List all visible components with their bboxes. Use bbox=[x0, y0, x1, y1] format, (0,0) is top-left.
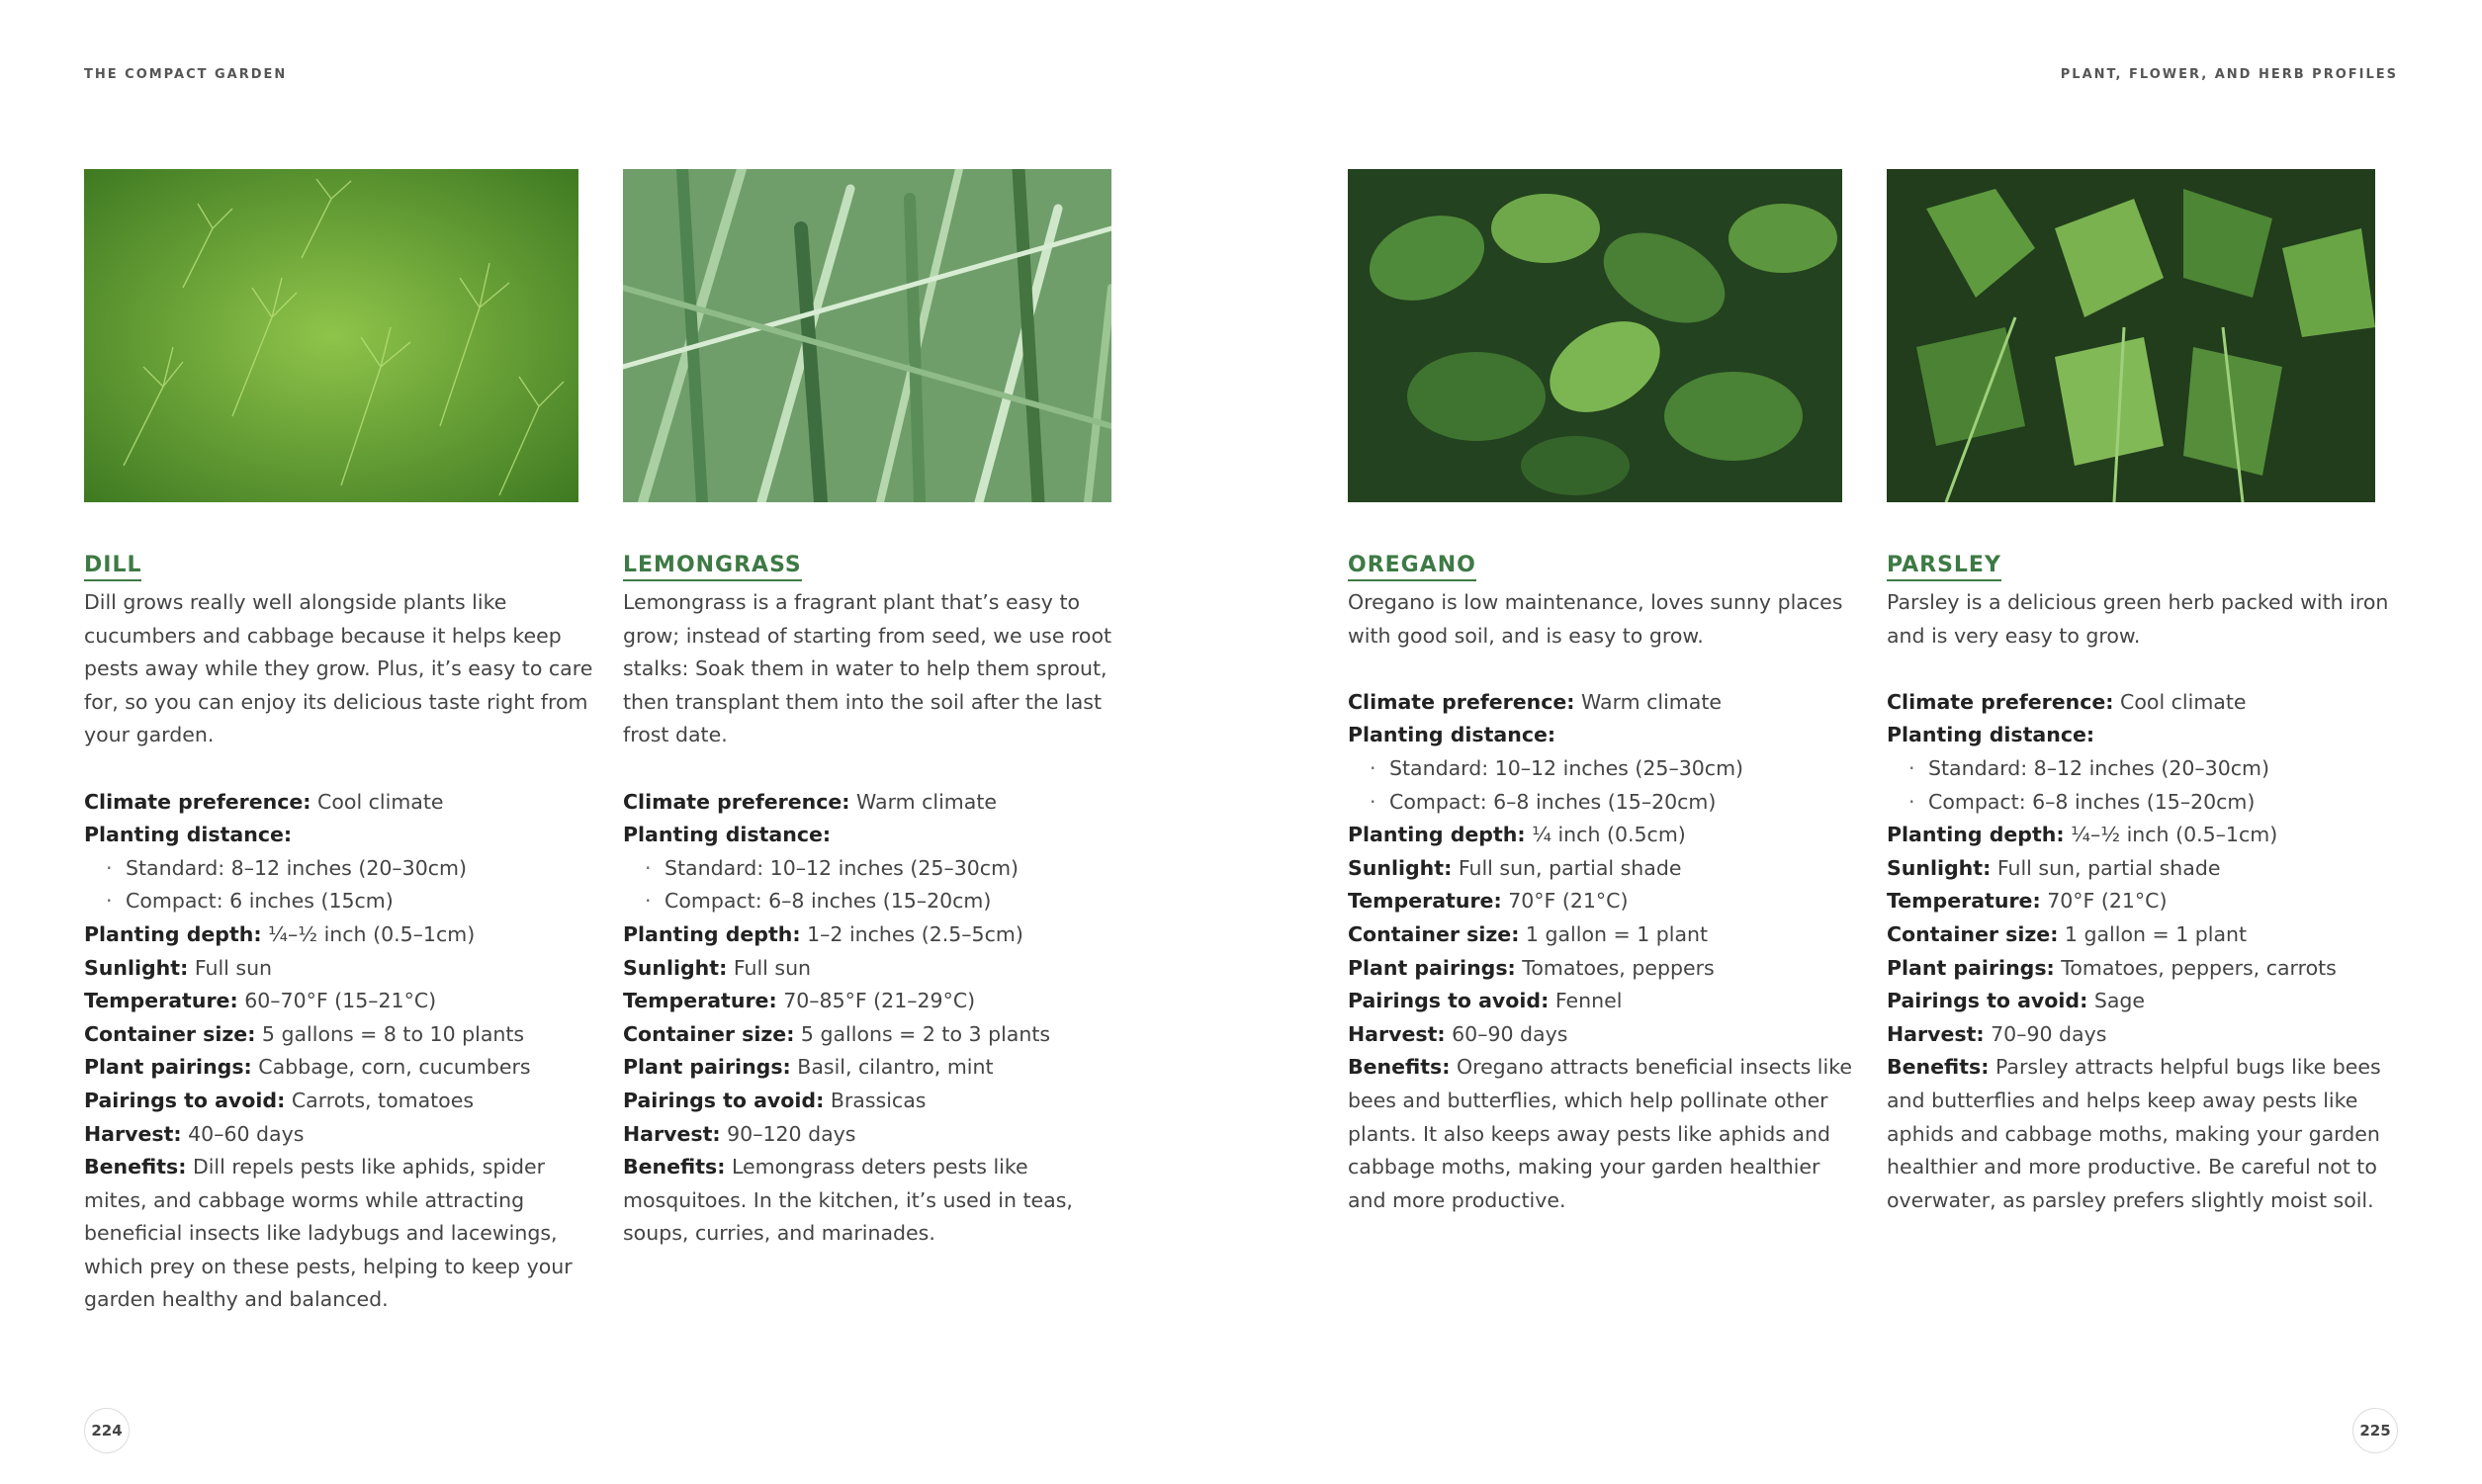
running-head-section-title: PLANT, FLOWER, AND HERB PROFILES bbox=[2060, 67, 2398, 82]
lemongrass-depth: Planting depth: 1–2 inches (2.5–5cm) bbox=[623, 921, 1023, 946]
lemongrass-harvest: Harvest: 90–120 days bbox=[623, 1121, 856, 1146]
oregano-container: Container size: 1 gallon = 1 plant bbox=[1348, 921, 1709, 946]
dill-sunlight: Sunlight: Full sun bbox=[84, 955, 273, 980]
list-item: · Compact: 6 inches (15cm) bbox=[106, 885, 598, 918]
lemongrass-profile bbox=[623, 549, 1137, 1251]
parsley-climate: Climate preference: Cool climate bbox=[1887, 689, 2247, 714]
lemongrass-heading: LEMONGRASS bbox=[623, 553, 802, 581]
parsley-distance-label: Planting distance: bbox=[1887, 723, 2095, 747]
dill-benefits: Benefits: Dill repels pests like aphids, spider mites, and cabbage worms while attracting beneficial insects like ladybugs and lacewings, which prey on these pests, helping to keep your garden healthy and balanced. bbox=[84, 1155, 573, 1312]
lemongrass-intro: Lemongrass is a fragrant plant that’s easy to grow; instead of starting from seed, we use root stalks: Soak them in water to help them sprout, then transplant them into the soil after the last frost date. bbox=[623, 590, 1112, 747]
dill-pairings: Plant pairings: Cabbage, corn, cucumbers bbox=[84, 1055, 531, 1080]
dill-avoid: Pairings to avoid: Carrots, tomatoes bbox=[84, 1088, 475, 1112]
lemongrass-distance-label: Planting distance: bbox=[623, 823, 832, 847]
lemongrass-photo bbox=[623, 169, 1111, 502]
dill-distance-label: Planting distance: bbox=[84, 823, 293, 847]
parsley-harvest: Harvest: 70–90 days bbox=[1887, 1021, 2107, 1046]
parsley-pairings: Plant pairings: Tomatoes, peppers, carrots bbox=[1887, 955, 2337, 980]
dill-distance-list bbox=[84, 852, 598, 918]
parsley-temperature: Temperature: 70°F (21°C) bbox=[1887, 889, 2168, 914]
parsley-container: Container size: 1 gallon = 1 plant bbox=[1887, 921, 2248, 946]
oregano-sunlight: Sunlight: Full sun, partial shade bbox=[1348, 855, 1682, 880]
dill-temperature: Temperature: 60–70°F (15–21°C) bbox=[84, 989, 437, 1013]
list-item: · Standard: 10–12 inches (25–30cm) bbox=[1370, 752, 1862, 786]
lemongrass-pairings: Plant pairings: Basil, cilantro, mint bbox=[623, 1055, 994, 1080]
oregano-distance-label: Planting distance: bbox=[1348, 723, 1556, 747]
parsley-depth: Planting depth: ¼–½ inch (0.5–1cm) bbox=[1887, 823, 2278, 847]
page-number-right: 225 bbox=[2352, 1408, 2398, 1453]
lemongrass-benefits: Benefits: Lemongrass deters pests like mosquitoes. In the kitchen, it’s used in teas, soups, curries, and marinades. bbox=[623, 1155, 1073, 1246]
lemongrass-climate: Climate preference: Warm climate bbox=[623, 789, 997, 814]
list-item: · Compact: 6–8 inches (15–20cm) bbox=[1908, 786, 2401, 820]
lemongrass-distance-list bbox=[623, 852, 1137, 918]
lemongrass-temperature: Temperature: 70–85°F (21–29°C) bbox=[623, 989, 976, 1013]
page-number-left: 224 bbox=[84, 1408, 130, 1453]
dill-intro: Dill grows really well alongside plants like cucumbers and cabbage because it helps keep pests away while they grow. Plus, it’s easy to care for, so you can enjoy its delicious taste right from your garden. bbox=[84, 590, 593, 747]
dill-depth: Planting depth: ¼–½ inch (0.5–1cm) bbox=[84, 921, 476, 946]
lemongrass-sunlight: Sunlight: Full sun bbox=[623, 955, 812, 980]
list-item: · Standard: 8–12 inches (20–30cm) bbox=[1908, 752, 2401, 786]
oregano-photo bbox=[1348, 169, 1842, 502]
lemongrass-container: Container size: 5 gallons = 2 to 3 plants bbox=[623, 1021, 1051, 1046]
parsley-sunlight: Sunlight: Full sun, partial shade bbox=[1887, 855, 2221, 880]
dill-harvest: Harvest: 40–60 days bbox=[84, 1121, 305, 1146]
list-item: · Standard: 10–12 inches (25–30cm) bbox=[645, 852, 1137, 886]
parsley-avoid: Pairings to avoid: Sage bbox=[1887, 989, 2146, 1013]
oregano-pairings: Plant pairings: Tomatoes, peppers bbox=[1348, 955, 1715, 980]
lemongrass-avoid: Pairings to avoid: Brassicas bbox=[623, 1088, 927, 1112]
oregano-avoid: Pairings to avoid: Fennel bbox=[1348, 989, 1623, 1013]
parsley-benefits: Benefits: Parsley attracts helpful bugs like bees and butterflies and helps keep away pests like aphids and cabbage moths, making your garden healthier and more productive. Be careful not to overwater, as parsley prefers slightly moist soil. bbox=[1887, 1055, 2381, 1212]
dill-climate: Climate preference: Cool climate bbox=[84, 789, 444, 814]
dill-photo bbox=[84, 169, 578, 502]
parsley-heading: PARSLEY bbox=[1887, 553, 2001, 581]
dill-container: Container size: 5 gallons = 8 to 10 plants bbox=[84, 1021, 525, 1046]
oregano-climate: Climate preference: Warm climate bbox=[1348, 689, 1722, 714]
list-item: · Compact: 6–8 inches (15–20cm) bbox=[1370, 786, 1862, 820]
dill-profile bbox=[84, 549, 598, 1317]
oregano-temperature: Temperature: 70°F (21°C) bbox=[1348, 889, 1629, 914]
running-head-book-title: THE COMPACT GARDEN bbox=[84, 67, 288, 82]
list-item: · Compact: 6–8 inches (15–20cm) bbox=[645, 885, 1137, 918]
oregano-distance-list bbox=[1348, 752, 1862, 819]
parsley-profile bbox=[1887, 549, 2401, 1217]
oregano-harvest: Harvest: 60–90 days bbox=[1348, 1021, 1568, 1046]
parsley-photo bbox=[1887, 169, 2375, 502]
oregano-benefits: Benefits: Oregano attracts beneficial insects like bees and butterflies, which help pollinate other plants. It also keeps away pests like aphids and cabbage moths, making your garden healthier and more productive. bbox=[1348, 1055, 1852, 1212]
dill-heading: DILL bbox=[84, 553, 141, 581]
list-item: · Standard: 8–12 inches (20–30cm) bbox=[106, 852, 598, 886]
oregano-intro: Oregano is low maintenance, loves sunny places with good soil, and is easy to grow. bbox=[1348, 590, 1843, 648]
oregano-profile bbox=[1348, 549, 1862, 1217]
oregano-heading: OREGANO bbox=[1348, 553, 1476, 581]
parsley-distance-list bbox=[1887, 752, 2401, 819]
oregano-depth: Planting depth: ¼ inch (0.5cm) bbox=[1348, 823, 1686, 847]
parsley-intro: Parsley is a delicious green herb packed with iron and is very easy to grow. bbox=[1887, 590, 2389, 648]
